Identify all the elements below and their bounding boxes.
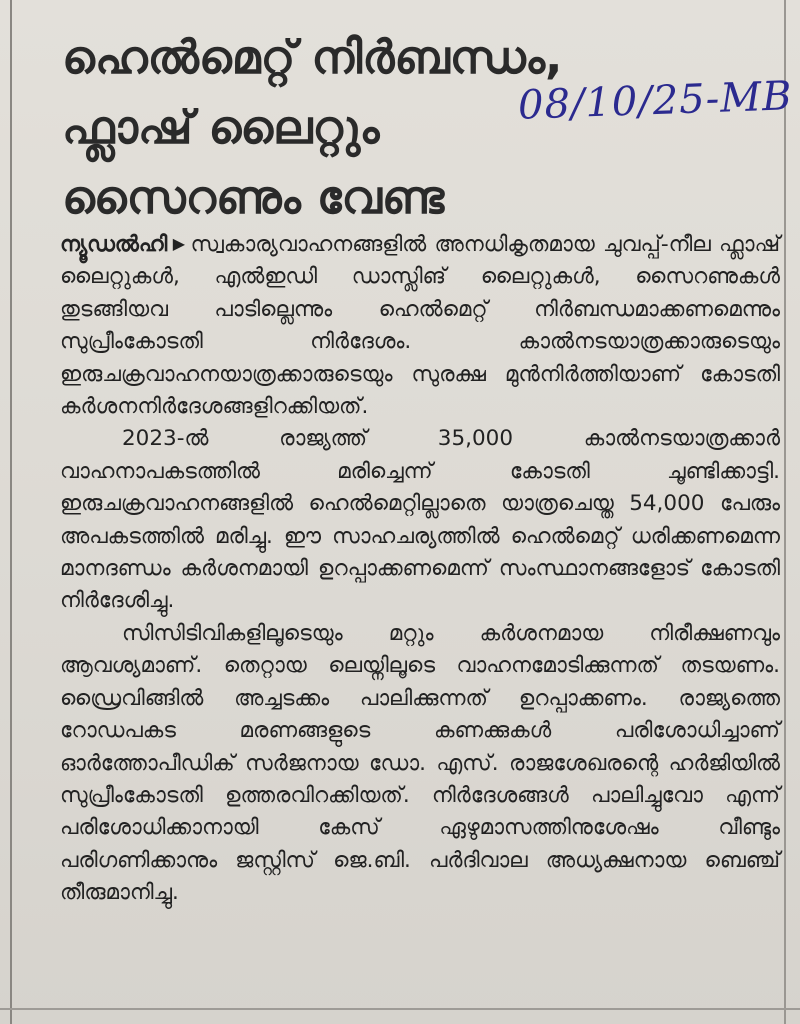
dateline-marker: ▶	[171, 234, 187, 253]
column-rule-left	[10, 0, 12, 1024]
headline-line-3: സൈറണും വേണ്ട	[62, 170, 445, 224]
article-paragraph-3: സിസിടിവികളിലൂടെയും മറ്റും കർശനമായ നിരീക്ഷണവും ആവശ്യമാണ്. തെറ്റായ ലെയ്നിലൂടെ വാഹനമോടിക്കുന്നത് തടയണം. ഡ്രൈവിങ്ങിൽ അച്ചടക്കം പാലിക്കുന്നത് ഉറപ്പാക്കണം. രാജ്യത്തെ റോഡപകട മരണങ്ങളുടെ കണക്കുകൾ പരിശോധിച്ചാണ് ഓർത്തോപീഡിക് സർജനായ ഡോ. എസ്. രാജശേഖരന്റെ ഹർജിയിൽ സുപ്രീംകോടതി ഉത്തരവിറക്കിയത്. നിർദേശങ്ങൾ പാലിച്ചുവോ എന്ന് പരിശോധിക്കാനായി കേസ് ഏഴുമാസത്തിനുശേഷം വീണ്ടും പരിഗണിക്കാനും ജസ്റ്റിസ് ജെ.ബി. പർദിവാല അധ്യക്ഷനായ ബെഞ്ച് തീരുമാനിച്ചു.	[60, 620, 780, 906]
column-rule-right	[784, 0, 786, 1024]
article-paragraph-2: 2023-ൽ രാജ്യത്ത് 35,000 കാൽനടയാത്രക്കാർ വാഹനാപകടത്തിൽ മരിച്ചെന്ന് കോടതി ചൂണ്ടിക്കാട്ടി. ഇരുചക്രവാഹനങ്ങളിൽ ഹെൽമെറ്റില്ലാതെ യാത്രചെയ്ത 54,000 പേരും അപകടത്തിൽ മരിച്ചു. ഈ സാഹചര്യത്തിൽ ഹെൽമെറ്റ് ധരിക്കണമെന്ന മാനദണ്ഡം കർശനമായി ഉറപ്പാക്കണമെന്ന് സംസ്ഥാനങ്ങളോട് കോടതി നിർദേശിച്ചു.	[60, 426, 780, 614]
article-body	[60, 228, 780, 910]
column-rule-bottom	[0, 1008, 800, 1010]
dateline: ന്യൂഡൽഹി	[60, 232, 168, 257]
paragraph-1-text: സ്വകാര്യവാഹനങ്ങളിൽ അനധികൃതമായ ചുവപ്പ്-നീല ഫ്ലാഷ് ലൈറ്റുകൾ, എൽഇഡി ഡാസ്ലിങ് ലൈറ്റുകൾ, സൈറണുകൾ തുടങ്ങിയവ പാടില്ലെന്നും ഹെൽമെറ്റ് നിർബന്ധമാക്കണമെന്നും സുപ്രീംകോടതി നിർദേശം. കാൽനടയാത്രക്കാരുടെയും ഇരുചക്രവാഹനയാത്രക്കാരുടെയും സുരക്ഷ മുൻനിർത്തിയാണ് കോടതി കർശനനിർദേശങ്ങളിറക്കിയത്.	[60, 232, 780, 420]
handwritten-date-note: 08/10/25-MB	[517, 73, 794, 129]
headline	[62, 22, 563, 232]
headline-line-1: ഹെൽമെറ്റ് നിർബന്ധം,	[62, 30, 563, 84]
headline-line-2: ഫ്ലാഷ് ലൈറ്റും	[62, 100, 380, 154]
article-paragraph-1	[60, 228, 780, 423]
